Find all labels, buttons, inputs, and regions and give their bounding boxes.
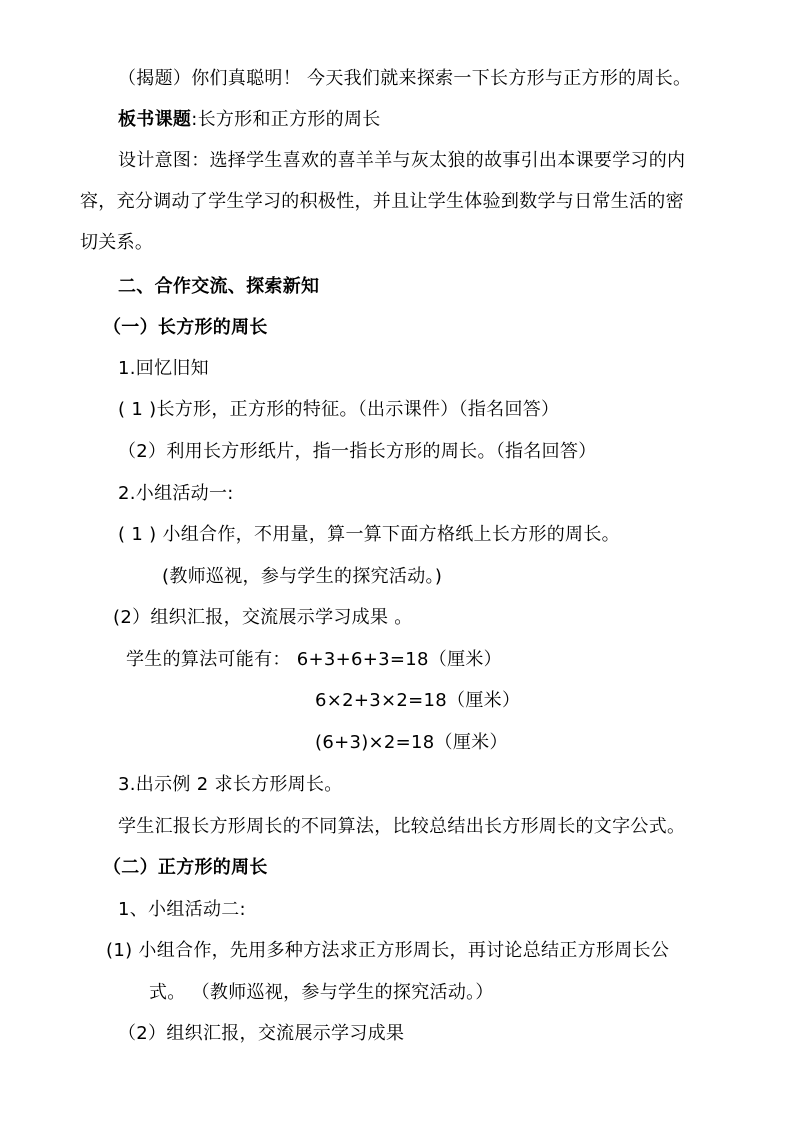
board-label: 板书课题 <box>118 109 192 130</box>
board-text: :长方形和正方形的周长 <box>191 109 381 130</box>
design-intent-line-3: 切关系。 <box>80 232 154 253</box>
s1-item-3-text: 学生汇报长方形周长的不同算法，比较总结出长方形周长的文字公式。 <box>118 816 686 837</box>
board-topic-line <box>118 108 381 132</box>
s2-item-1-a-continued: 式。 （教师巡视，参与学生的探究活动。） <box>149 982 494 1003</box>
s2-item-1: 1、小组活动二: <box>118 899 246 920</box>
subsection-2-title: （二）正方形的周长 <box>103 857 268 878</box>
s1-item-1-b: （2）利用长方形纸片，指一指长方形的周长。（指名回答） <box>118 441 597 462</box>
intro-line: （揭题）你们真聪明！ 今天我们就来探索一下长方形与正方形的周长。 <box>118 68 692 89</box>
calc-prefix: 学生的算法可能有： <box>126 649 291 670</box>
s2-item-1-a: (1) 小组合作，先用多种方法求正方形周长，再讨论总结正方形周长公 <box>106 940 670 961</box>
s1-item-2-a-note: (教师巡视，参与学生的探究活动。) <box>162 566 443 587</box>
calc-1: 6+3+6+3=18（厘米） <box>296 649 502 670</box>
design-intent-line-1: 设计意图：选择学生喜欢的喜羊羊与灰太狼的故事引出本课要学习的内 <box>118 150 686 171</box>
design-intent-line-2: 容，充分调动了学生学习的积极性，并且让学生体验到数学与日常生活的密 <box>80 191 684 212</box>
s1-item-3: 3.出示例 2 求长方形周长。 <box>118 774 343 795</box>
subsection-1-title: （一）长方形的周长 <box>103 317 268 338</box>
s1-item-1-a: ( 1 )长方形，正方形的特征。（出示课件）（指名回答） <box>118 399 560 420</box>
s1-item-2-b: (2）组织汇报，交流展示学习成果 。 <box>113 607 413 628</box>
calc-2: 6×2+3×2=18（厘米） <box>315 690 521 711</box>
section-2-title: 二、合作交流、探索新知 <box>118 276 320 297</box>
s1-item-1: 1.回忆旧知 <box>118 358 209 379</box>
s1-item-2: 2.小组活动一: <box>118 483 234 504</box>
s1-item-2-a: ( 1 ) 小组合作，不用量，算一算下面方格纸上长方形的周长。 <box>118 524 620 545</box>
calc-3: (6+3)×2=18（厘米） <box>315 732 508 753</box>
s2-item-1-b: （2）组织汇报，交流展示学习成果 <box>118 1023 405 1044</box>
calc-line-1 <box>126 648 502 672</box>
